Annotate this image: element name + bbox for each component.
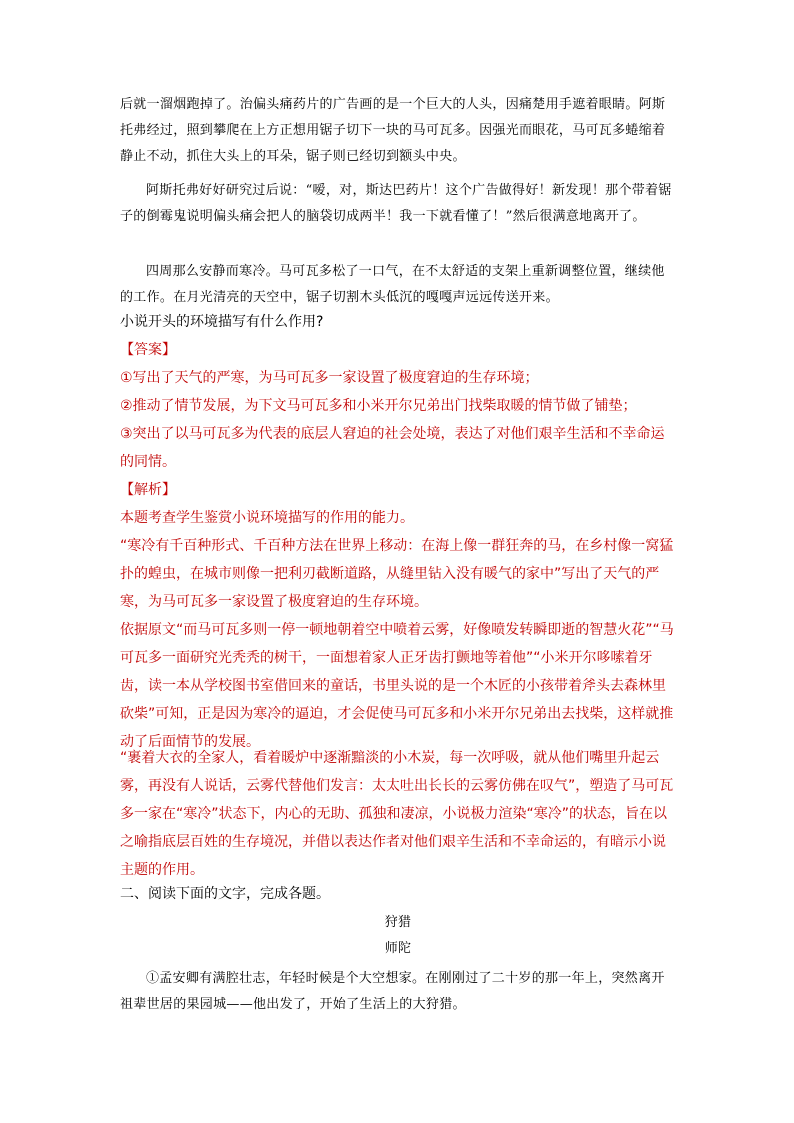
story-paragraph-3: 四周那么安静而寒冷。马可瓦多松了一口气，在不太舒适的支架上重新调整位置，继续他的工作。在月光清亮的天空中，锯子切割木头低沉的嘎嘎声远远传送开来。: [120, 264, 665, 305]
article-paragraph-1: ①孟安卿有满腔壮志，年轻时候是个大空想家。在刚刚过了二十岁的那一年上，突然离开祖辈世居的果园城——他出发了，开始了生活上的大狩猎。: [120, 971, 665, 1012]
story-paragraph-1: 后就一溜烟跑掉了。治偏头痛药片的广告画的是一个巨大的人头，因痛楚用手遮着眼睛。阿斯托弗经过，照到攀爬在上方正想用锯子切下一块的马可瓦多。因强光而眼花，马可瓦多蜷缩着静止不动，抓住大头上的耳朵，锯子则已经切到额头中央。: [120, 97, 666, 164]
answer-item-1: ①写出了天气的严寒，为马可瓦多一家设置了极度窘迫的生存环境；: [120, 370, 539, 386]
analysis-paragraph-2: “寒冷有千百种形式、千百种方法在世界上移动：在海上像一群狂奔的马，在乡村像一窝猛扑的蝗虫，在城市则像一把利刃截断道路，从缝里钻入没有暖气的家中”写出了天气的严寒，为马可瓦多一家设置了极度窘迫的生存环境。: [120, 538, 674, 610]
section-heading: 二、阅读下面的文字，完成各题。: [120, 886, 330, 902]
analysis-paragraph-3: 依据原文“而马可瓦多则一停一顿地朝着空中喷着云雾，好像喷发转瞬即逝的智慧火花”“马可瓦多一面研究光秃秃的树干，一面想着家人正牙齿打颤地等着他”“小米开尔哆嗦着牙齿，读一本从学校图书室借回来的童话，书里头说的是一个木匠的小孩带着斧头去森林里砍柴”可知，正是因为寒冷的逼迫，才会促使马可瓦多和小米开尔兄弟出去找柴，这样就推动了后面情节的发展。: [120, 622, 674, 750]
analysis-paragraph-4: “裹着大衣的全家人，看着暖炉中逐渐黯淡的小木炭，每一次呼吸，就从他们嘴里升起云雾，再没有人说话，云雾代替他们发言：太太吐出长长的云雾仿佛在叹气”，塑造了马可瓦多一家在“寒冷”状态下，内心的无助、孤独和凄凉，小说极力渲染“寒冷”的状态，旨在以之喻指底层百姓的生存境况，并借以表达作者对他们艰辛生活和不幸命运的，有暗示小说主题的作用。: [120, 750, 674, 878]
article-title: 狩猎: [384, 915, 412, 930]
answer-label: 【答案】: [120, 342, 176, 358]
question-text: 小说开头的环境描写有什么作用?: [120, 314, 324, 330]
answer-item-3: ③突出了以马可瓦多为代表的底层人窘迫的社会处境，表达了对他们艰辛生活和不幸命运的同情。: [120, 426, 665, 470]
article-author: 师陀: [384, 941, 412, 956]
answer-item-2: ②推动了情节发展，为下文马可瓦多和小米开尔兄弟出门找柴取暖的情节做了铺垫；: [120, 398, 637, 414]
story-paragraph-2: 阿斯托弗好好研究过后说：“嗳，对，斯达巴药片！这个广告做得好！新发现！那个带着锯子的倒霉鬼说明偏头痛会把人的脑袋切成两半！我一下就看懂了！”然后很满意地离开了。: [120, 183, 672, 224]
analysis-paragraph-1: 本题考查学生鉴赏小说环境描写的作用的能力。: [120, 510, 414, 526]
analysis-label: 【解析】: [120, 482, 176, 498]
